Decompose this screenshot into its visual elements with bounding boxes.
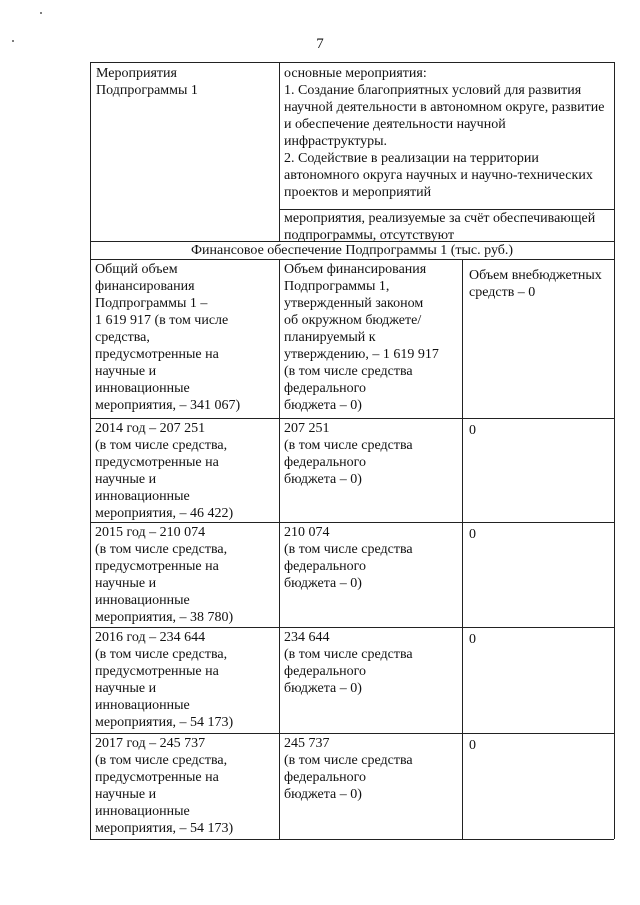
year-2016-offbudget: 0 [469, 632, 476, 647]
events-label: Мероприятия Подпрограммы 1 [96, 66, 198, 98]
offbudget-volume-cell: Объем внебюджетных средств – 0 [469, 268, 602, 300]
year-2017-budget: 245 737 (в том числе средства федерального бюджета – 0) [284, 736, 413, 802]
budget-volume-cell: Объем финансирования Подпрограммы 1, утвержденный законом об окружном бюджете/ планируемый к утверждению, – 1 619 917 (в том числе средства федерального бюджета – 0) [284, 262, 439, 413]
extra-events-text: мероприятия, реализуемые за счёт обеспечивающей подпрограммы, отсутствуют [284, 211, 596, 243]
year-2015-offbudget: 0 [469, 527, 476, 542]
year-2015-total: 2015 год – 210 074 (в том числе средства, предусмотренные на научные и инновационные мероприятия, – 38 780) [95, 525, 234, 625]
year-2015-budget: 210 074 (в том числе средства федерального бюджета – 0) [284, 525, 413, 591]
year-2014-total: 2014 год – 207 251 (в том числе средства, предусмотренные на научные и инновационные мероприятия, – 46 422) [95, 421, 234, 521]
finance-header: Финансовое обеспечение Подпрограммы 1 (тыс. руб.) [190, 243, 514, 258]
year-2017-total: 2017 год – 245 737 (в том числе средства, предусмотренные на научные и инновационные мероприятия, – 54 173) [95, 736, 234, 836]
year-2014-offbudget: 0 [469, 423, 476, 438]
year-2017-offbudget: 0 [469, 738, 476, 753]
scan-speck [40, 12, 42, 14]
year-2016-budget: 234 644 (в том числе средства федерального бюджета – 0) [284, 630, 413, 696]
main-events-text: основные мероприятия: 1. Создание благоприятных условий для развития научной деятельности в автономном округе, развитие и обеспечение деятельности научной инфраструктуры. 2. Содействие в реализации на территории автономного округа научных и научно-технических проектов и мероприятий [284, 66, 605, 200]
total-volume-cell: Общий объем финансирования Подпрограммы 1 – 1 619 917 (в том числе средства, предусмотренные на научные и инновационные мероприятия, – 341 067) [95, 262, 241, 413]
year-2016-total: 2016 год – 234 644 (в том числе средства, предусмотренные на научные и инновационные мероприятия, – 54 173) [95, 630, 234, 730]
year-2014-budget: 207 251 (в том числе средства федерального бюджета – 0) [284, 421, 413, 487]
page-number: 7 [316, 36, 324, 52]
